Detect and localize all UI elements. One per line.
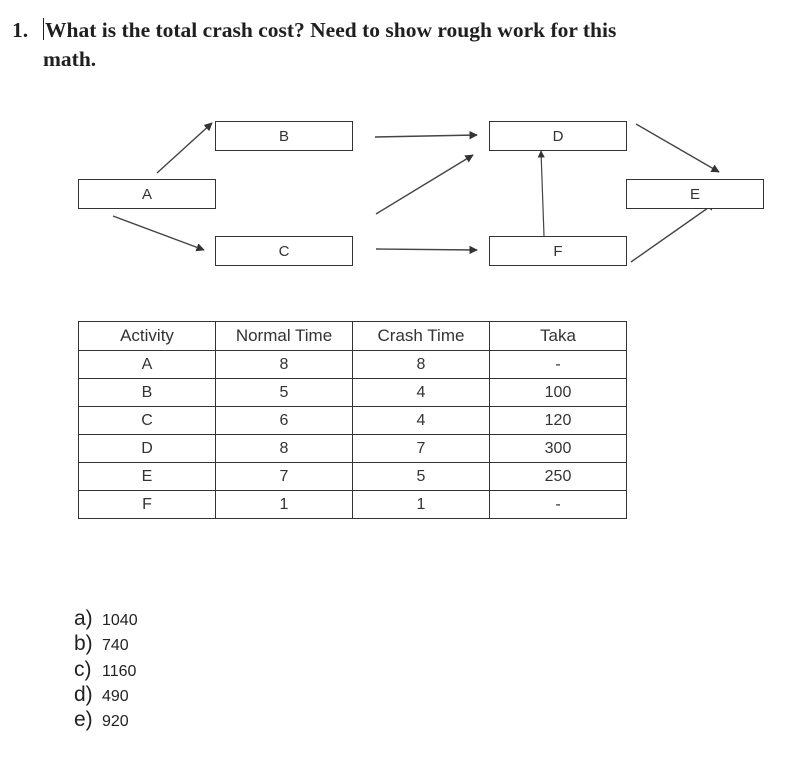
cell-crash-time: 5 xyxy=(353,463,490,491)
arrow-c-to-d xyxy=(376,155,473,214)
option-letter: e) xyxy=(74,708,93,732)
table-row xyxy=(79,463,627,491)
cell-activity: D xyxy=(79,435,216,463)
arrow-f-to-e xyxy=(631,203,715,262)
cell-crash-time: 8 xyxy=(353,351,490,379)
arrow-c-to-f xyxy=(376,249,477,250)
table-row xyxy=(79,491,627,519)
cell-crash-time: 1 xyxy=(353,491,490,519)
answer-option-c[interactable] xyxy=(74,657,138,682)
cell-crash-time: 4 xyxy=(353,379,490,407)
option-value: 740 xyxy=(102,637,129,655)
question-line-1-text: What is the total crash cost? Need to show rough work for this xyxy=(45,18,617,42)
cell-activity: E xyxy=(79,463,216,491)
cell-taka: - xyxy=(490,351,627,379)
answer-options xyxy=(74,606,138,732)
option-letter: b) xyxy=(74,632,93,656)
question-number: 1. xyxy=(12,18,29,42)
arrow-a-to-b xyxy=(157,123,212,173)
table-header-row xyxy=(79,322,627,351)
table-row xyxy=(79,379,627,407)
activity-node-e: E xyxy=(626,179,764,209)
cell-crash-time: 7 xyxy=(353,435,490,463)
cell-normal-time: 8 xyxy=(216,435,353,463)
cell-normal-time: 1 xyxy=(216,491,353,519)
cell-taka: - xyxy=(490,491,627,519)
cell-activity: B xyxy=(79,379,216,407)
cell-normal-time: 8 xyxy=(216,351,353,379)
activity-node-c: C xyxy=(215,236,353,266)
table-row xyxy=(79,407,627,435)
answer-option-a[interactable] xyxy=(74,606,138,631)
cell-taka: 100 xyxy=(490,379,627,407)
arrow-b-to-d xyxy=(375,135,477,137)
activity-node-a: A xyxy=(78,179,216,209)
header-normal-time: Normal Time xyxy=(216,322,353,351)
answer-option-b[interactable] xyxy=(74,631,138,656)
cell-taka: 120 xyxy=(490,407,627,435)
option-letter: d) xyxy=(74,682,93,706)
activity-node-b: B xyxy=(215,121,353,151)
answer-option-e[interactable] xyxy=(74,707,138,732)
answer-option-d[interactable] xyxy=(74,682,138,707)
option-value: 920 xyxy=(102,713,129,731)
network-diagram-arrows xyxy=(0,0,789,300)
cell-taka: 300 xyxy=(490,435,627,463)
activity-node-d: D xyxy=(489,121,627,151)
option-value: 490 xyxy=(102,687,129,705)
cell-activity: A xyxy=(79,351,216,379)
cell-normal-time: 7 xyxy=(216,463,353,491)
cell-activity: C xyxy=(79,407,216,435)
cell-taka: 250 xyxy=(490,463,627,491)
option-value: 1040 xyxy=(102,612,138,629)
cell-normal-time: 6 xyxy=(216,407,353,435)
table-row xyxy=(79,351,627,379)
option-value: 1160 xyxy=(102,662,137,680)
arrow-f-to-d xyxy=(541,151,544,236)
option-letter: a) xyxy=(74,607,93,630)
cell-crash-time: 4 xyxy=(353,407,490,435)
arrow-a-to-c xyxy=(113,216,204,250)
crash-cost-table xyxy=(78,321,627,519)
header-taka: Taka xyxy=(490,322,627,351)
cell-normal-time: 5 xyxy=(216,379,353,407)
question-line-2: math. xyxy=(43,47,97,71)
arrow-d-to-e xyxy=(636,124,719,172)
activity-node-f: F xyxy=(489,236,627,266)
header-crash-time: Crash Time xyxy=(353,322,490,351)
header-activity: Activity xyxy=(79,322,216,351)
option-letter: c) xyxy=(74,657,92,681)
cell-activity: F xyxy=(79,491,216,519)
table-row xyxy=(79,435,627,463)
